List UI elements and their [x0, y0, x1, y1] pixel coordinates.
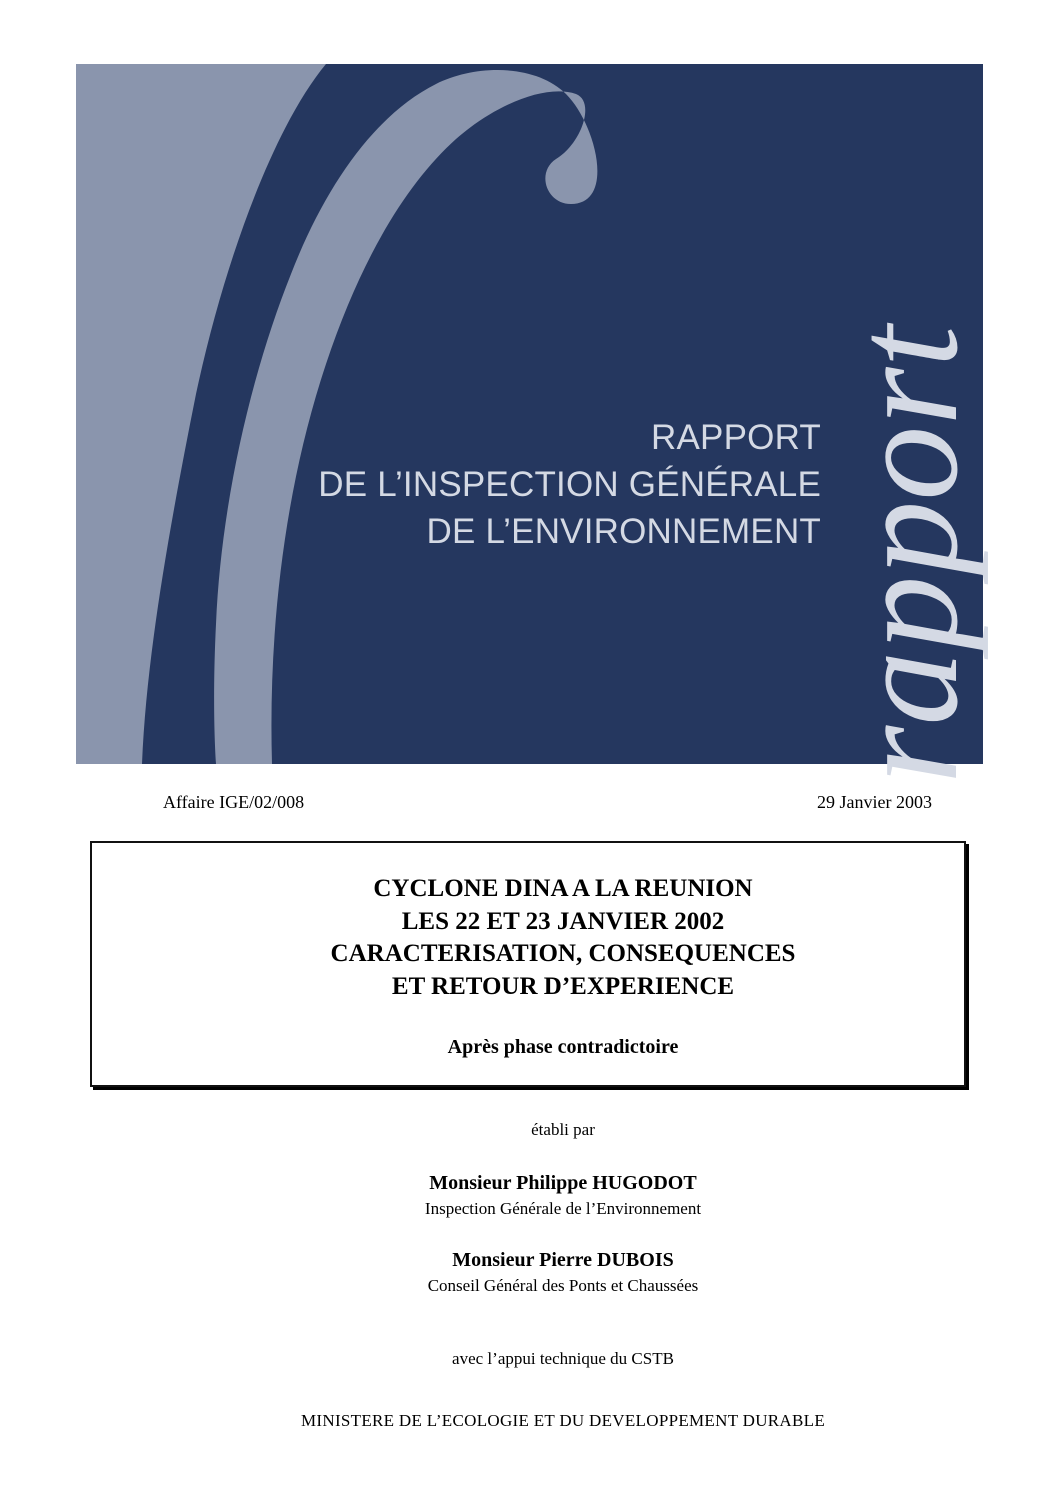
author-organisation: Inspection Générale de l’Environnement: [424, 1199, 702, 1218]
author-name: Monsieur Philippe HUGODOT: [429, 1172, 697, 1194]
cover-title-line: DE L’INSPECTION GÉNÉRALE: [318, 465, 821, 504]
svg-text:rapport: rapport: [823, 325, 989, 784]
report-subtitle: Après phase contradictoire: [447, 1036, 679, 1058]
affaire-reference: Affaire IGE/02/008: [163, 792, 305, 812]
title-box: [90, 841, 966, 1087]
report-title-line: CYCLONE DINA A LA REUNION: [373, 875, 753, 902]
report-title: [92, 873, 964, 1003]
author-organisation: Conseil Général des Ponts et Chaussées: [427, 1276, 699, 1295]
cover-title: [318, 414, 821, 555]
etabli-par-label: établi par: [531, 1120, 595, 1139]
report-title-line: ET RETOUR D’EXPERIENCE: [391, 972, 735, 1000]
cover-title-line: RAPPORT: [651, 418, 821, 457]
author-name: Monsieur Pierre DUBOIS: [452, 1249, 674, 1271]
cover-illustration: [76, 64, 989, 784]
technical-support-note: avec l’appui technique du CSTB: [452, 1349, 674, 1368]
report-title-line: CARACTERISATION, CONSEQUENCES: [330, 940, 796, 967]
cover-title-line: DE L’ENVIRONNEMENT: [426, 512, 821, 551]
vertical-rapport-word: [823, 64, 989, 784]
report-date: 29 Janvier 2003: [817, 792, 932, 812]
author-block: [90, 1249, 966, 1296]
ministry-name: MINISTERE DE L’ECOLOGIE ET DU DEVELOPPEMENT DURABLE: [300, 1411, 825, 1430]
report-title-line: LES 22 ET 23 JANVIER 2002: [401, 907, 725, 935]
author-block: [90, 1172, 966, 1219]
